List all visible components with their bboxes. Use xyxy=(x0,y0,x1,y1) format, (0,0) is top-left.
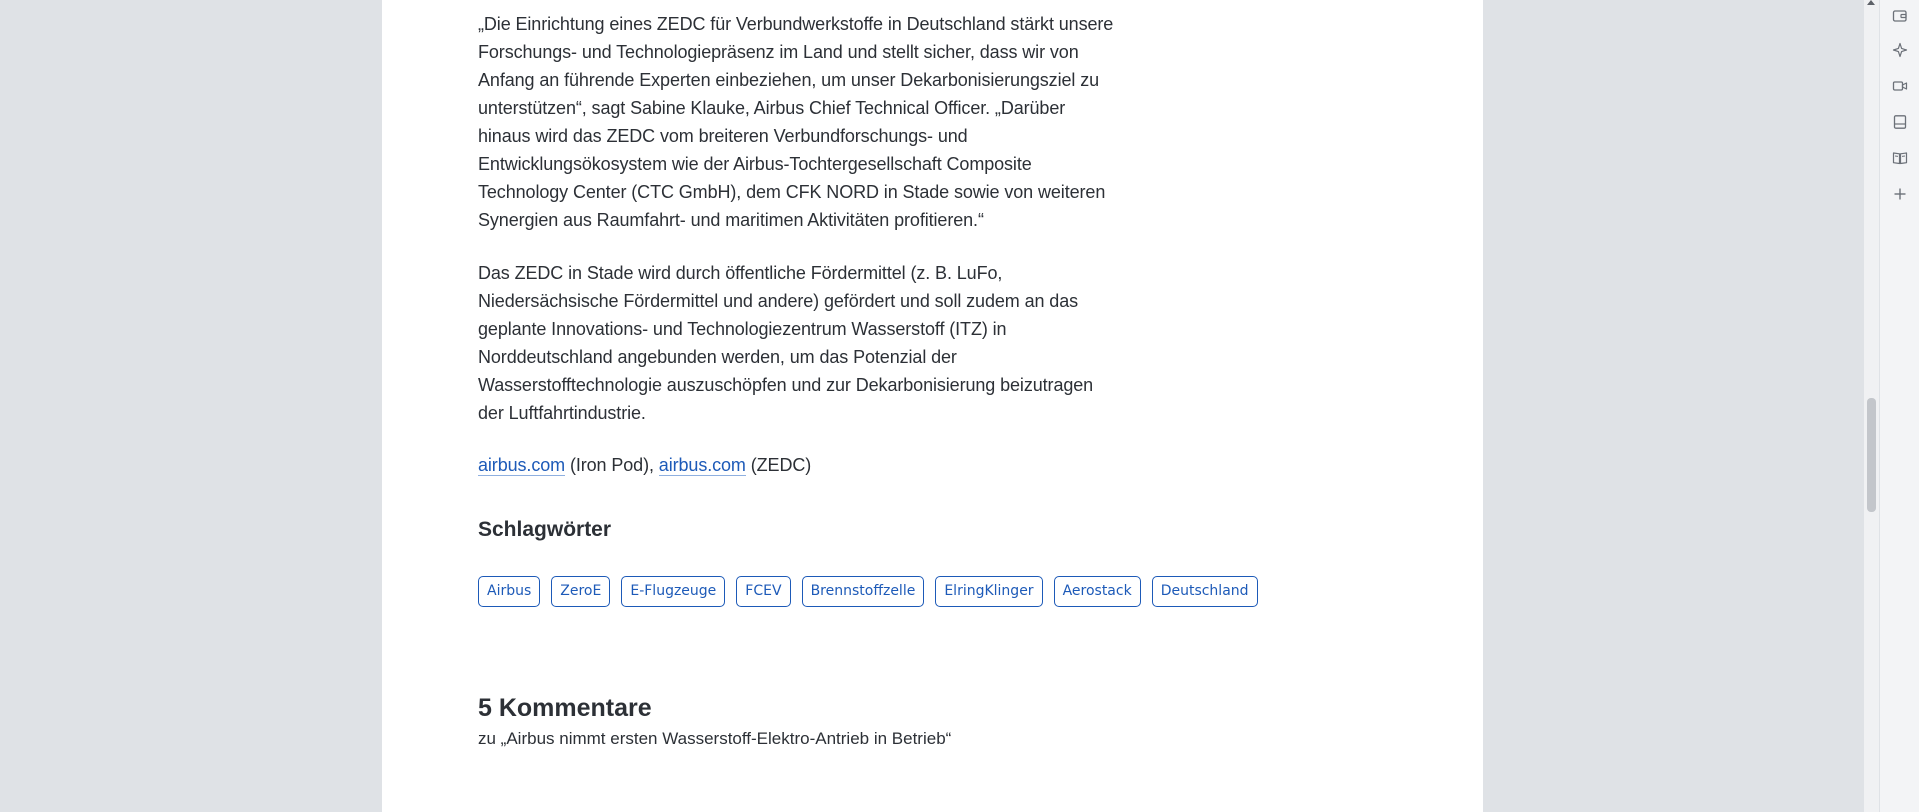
scrollbar-thumb[interactable] xyxy=(1867,398,1876,512)
article-paragraph-funding: Das ZEDC in Stade wird durch öffentliche Fördermittel (z. B. LuFo, Niedersächsische Fördermittel und andere) gefördert und soll zudem an das geplante Innovations- und Technologiezentrum Wasserstoff (ITZ) in Norddeutschland angebunden werden, um das Potenzial der Wasserstofftechnologie auszuschöpfen und zur Dekarbonisierung beizutragen der Luftfahrtindustrie. xyxy=(478,263,1094,423)
source-link-iron-pod[interactable]: airbus.com xyxy=(478,455,566,475)
wallet-icon[interactable] xyxy=(1892,8,1908,24)
plus-icon[interactable] xyxy=(1892,186,1908,202)
tag-zeroe[interactable]: ZeroE xyxy=(551,576,610,607)
tag-aerostack[interactable]: Aerostack xyxy=(1054,576,1141,607)
tags-heading: Schlagwörter xyxy=(478,518,612,541)
tag-airbus[interactable]: Airbus xyxy=(478,576,540,607)
tag-brennstoffzelle[interactable]: Brennstoffzelle xyxy=(802,576,925,607)
page-content xyxy=(382,0,1483,812)
reader-icon[interactable] xyxy=(1892,150,1908,166)
comments-heading: 5 Kommentare xyxy=(478,694,652,722)
tag-elringklinger[interactable]: ElringKlinger xyxy=(935,576,1042,607)
comments-subtitle: zu „Airbus nimmt ersten Wasserstoff-Elektro-Antrieb in Betrieb“ xyxy=(478,729,952,748)
page-scrollbar[interactable] xyxy=(1864,0,1879,812)
tag-e-flugzeuge[interactable]: E-Flugzeuge xyxy=(621,576,725,607)
bookmark-icon[interactable] xyxy=(1892,114,1908,130)
video-icon[interactable] xyxy=(1892,78,1908,94)
article-sources xyxy=(478,451,1118,479)
tag-list xyxy=(478,576,1258,607)
source-label-zedc: (ZEDC) xyxy=(745,455,812,475)
sparkle-icon[interactable] xyxy=(1892,42,1908,58)
scroll-up-arrow-icon[interactable] xyxy=(1867,0,1875,5)
tag-fcev[interactable]: FCEV xyxy=(736,576,790,607)
source-label-iron-pod: (Iron Pod), xyxy=(565,455,659,475)
browser-sidebar xyxy=(1880,0,1919,812)
tag-deutschland[interactable]: Deutschland xyxy=(1152,576,1258,607)
article-paragraph-quote: „Die Einrichtung eines ZEDC für Verbundwerkstoffe in Deutschland stärkt unsere Forschungs- und Technologiepräsenz im Land und stellt sicher, dass wir von Anfang an führende Experten einbeziehen, um unser Dekarbonisierungsziel zu unterstützen“, sagt Sabine Klauke, Airbus Chief Technical Officer. „Darüber hinaus wird das ZEDC vom breiteren Verbundforschungs- und Entwicklungsökosystem wie der Airbus-Tochtergesellschaft Composite Technology Center (CTC GmbH), dem CFK NORD in Stade sowie von weiteren Synergien aus Raumfahrt- und maritimen Aktivitäten profitieren.“ xyxy=(478,14,1114,230)
source-link-zedc[interactable]: airbus.com xyxy=(658,455,746,475)
